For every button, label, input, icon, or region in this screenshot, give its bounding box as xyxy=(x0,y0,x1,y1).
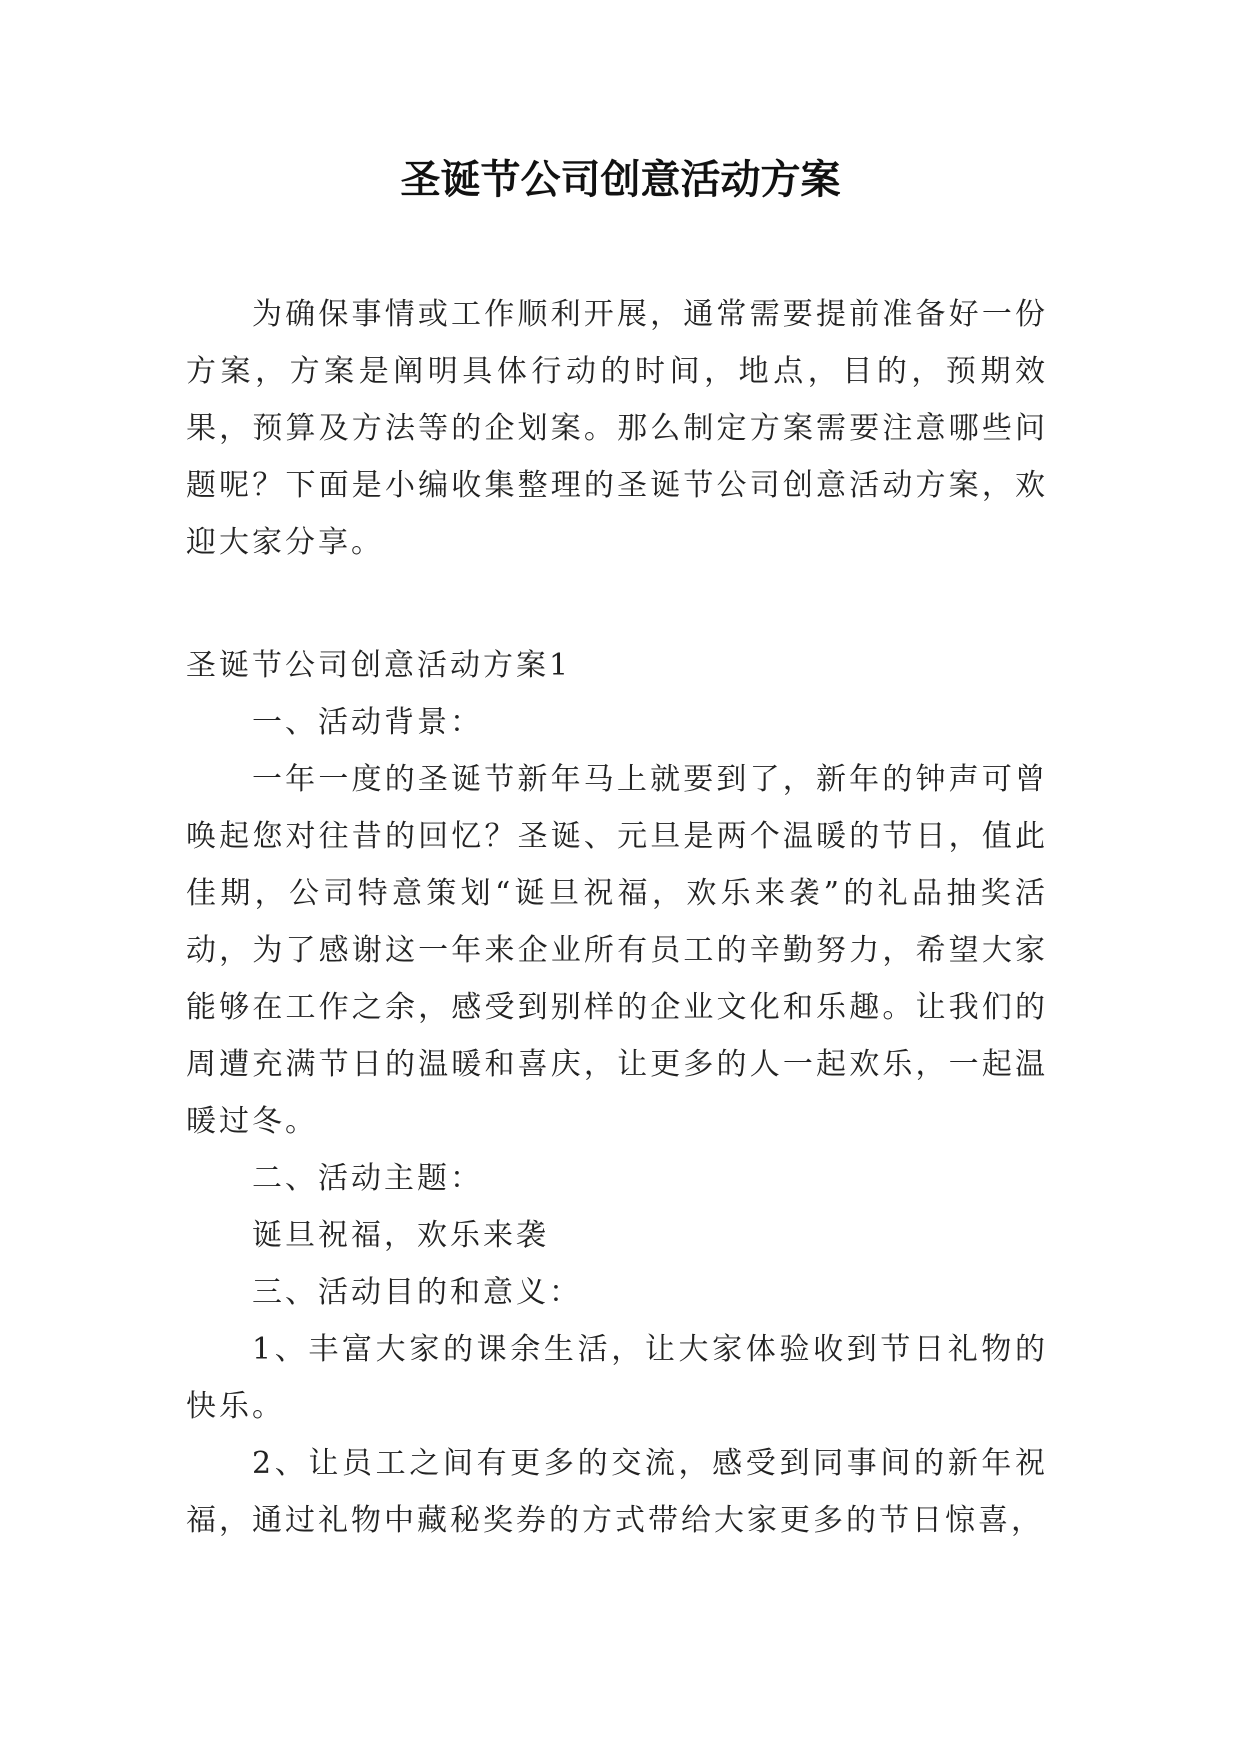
list-item-purpose-2: 2、让员工之间有更多的交流，感受到同事间的新年祝福，通过礼物中藏秘奖券的方式带给大家更多的节日惊喜， xyxy=(186,1446,1048,1538)
section-heading: 圣诞节公司创意活动方案1 xyxy=(186,648,572,683)
heading-activity-background: 一、活动背景： xyxy=(252,705,483,740)
heading-activity-theme: 二、活动主题： xyxy=(252,1161,483,1196)
document-title: 圣诞节公司创意活动方案 xyxy=(400,157,841,203)
heading-activity-purpose: 三、活动目的和意义： xyxy=(252,1275,582,1310)
intro-paragraph: 为确保事情或工作顺利开展，通常需要提前准备好一份方案，方案是阐明具体行动的时间，地点，目的，预期效果，预算及方法等的企划案。那么制定方案需要注意哪些问题呢？下面是小编收集整理的圣诞节公司创意活动方案，欢迎大家分享。 xyxy=(186,297,1048,560)
paragraph-activity-theme: 诞旦祝福，欢乐来袭 xyxy=(252,1218,549,1253)
paragraph-activity-background: 一年一度的圣诞节新年马上就要到了，新年的钟声可曾唤起您对往昔的回忆？圣诞、元旦是两个温暖的节日，值此佳期，公司特意策划“诞旦祝福，欢乐来袭”的礼品抽奖活动，为了感谢这一年来企业所有员工的辛勤努力，希望大家能够在工作之余，感受到别样的企业文化和乐趣。让我们的周遭充满节日的温暖和喜庆，让更多的人一起欢乐，一起温暖过冬。 xyxy=(186,762,1048,1139)
list-item-purpose-1: 1、丰富大家的课余生活，让大家体验收到节日礼物的快乐。 xyxy=(186,1332,1048,1424)
